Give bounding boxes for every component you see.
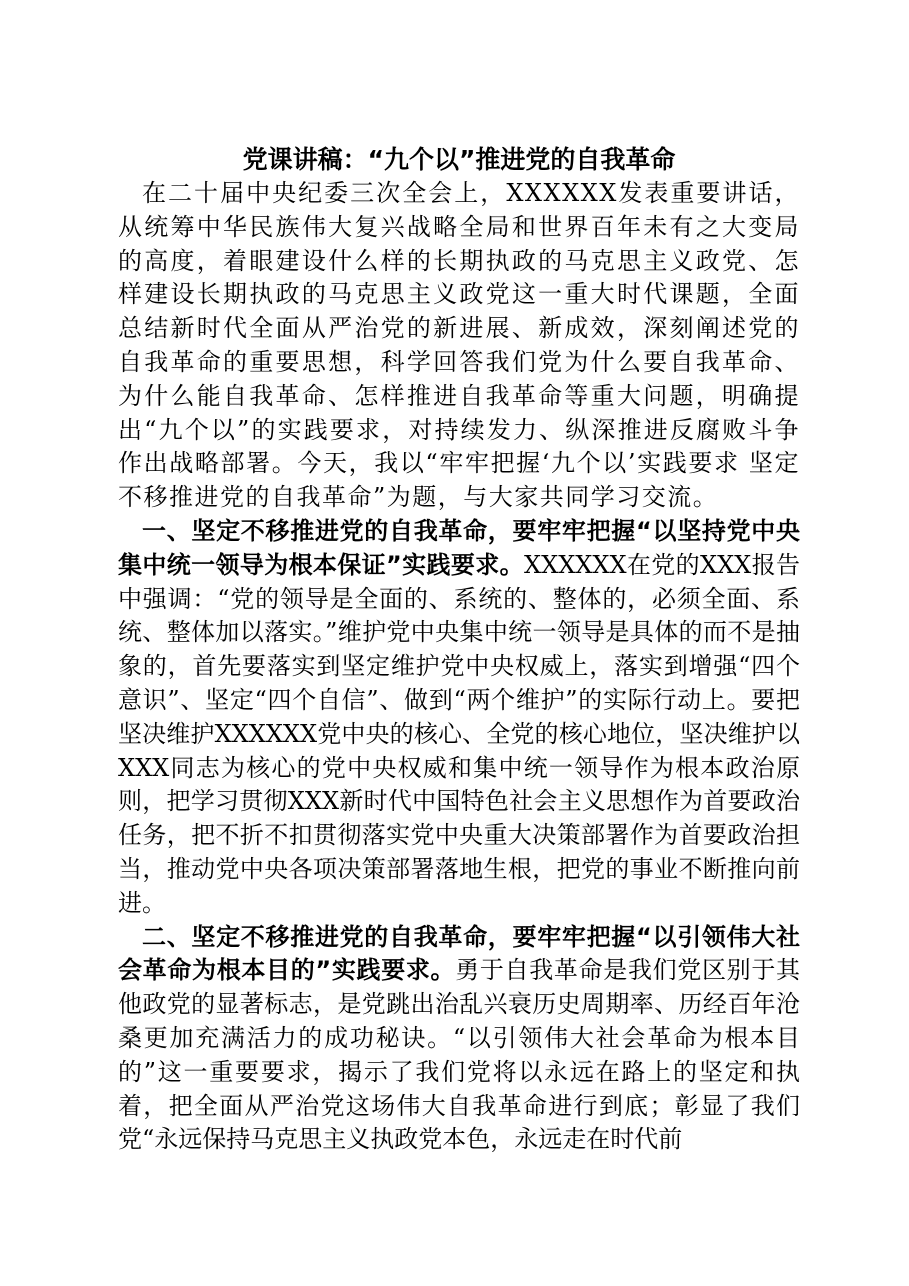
section-1-body: XXXXXX在党的XXX报告中强调：“党的领导是全面的、系统的、整体的，必须全面、系统、整体加以落实。”维护党中央集中统一领导是具体的而不是抽象的，首先要落实到坚定维护党中央权威上，落实到增强“四个意识”、坚定“四个自信”、做到“两个维护”的实际行动上。要把坚决维护XXXXXX党中央的核心、全党的核心地位，坚决维护以XXX同志为核心的党中央权威和集中统一领导作为根本政治原则，把学习贯彻XXX新时代中国特色社会主义思想作为首要政治任务，把不折不扣贯彻落实党中央重大决策部署作为首要政治担当，推动党中央各项决策部署落地生根，把党的事业不断推向前进。 <box>118 550 800 917</box>
intro-paragraph: 在二十届中央纪委三次全会上，XXXXXX发表重要讲话，从统筹中华民族伟大复兴战略全局和世界百年未有之大变局的高度，着眼建设什么样的长期执政的马克思主义政党、怎样建设长期执政的马克思主义政党这一重大时代课题，全面总结新时代全面从严治党的新进展、新成效，深刻阐述党的自我革命的重要思想，科学回答我们党为什么要自我革命、为什么能自我革命、怎样推进自我革命等重大问题，明确提出“九个以”的实践要求，对持续发力、纵深推进反腐败斗争作出战略部署。今天，我以“牢牢把握‘九个以’实践要求 坚定不移推进党的自我革命”为题，与大家共同学习交流。 <box>118 179 800 512</box>
section-1-paragraph <box>118 515 800 921</box>
section-2-body: 勇于自我革命是我们党区别于其他政党的显著标志，是党跳出治乱兴衰历史周期率、历经百年沧桑更加充满活力的成功秘诀。“以引领伟大社会革命为根本目的”这一重要要求，揭示了我们党将以永远在路上的坚定和执着，把全面从严治党这场伟大自我革命进行到底；彰显了我们党“永远保持马克思主义执政党本色，永远走在时代前 <box>118 956 801 1154</box>
document-content <box>118 143 800 1157</box>
document-title: 党课讲稿：“九个以”推进党的自我革命 <box>242 145 676 174</box>
section-1-heading: 一、坚定不移推进党的自我革命，要牢牢把握“以坚持党中央集中统一领导为根本保证”实践要求。 <box>118 516 800 579</box>
section-2-paragraph <box>118 921 800 1158</box>
section-2-heading: 二、坚定不移推进党的自我革命，要牢牢把握“以引领伟大社会革命为根本目的”实践要求。 <box>118 922 800 985</box>
